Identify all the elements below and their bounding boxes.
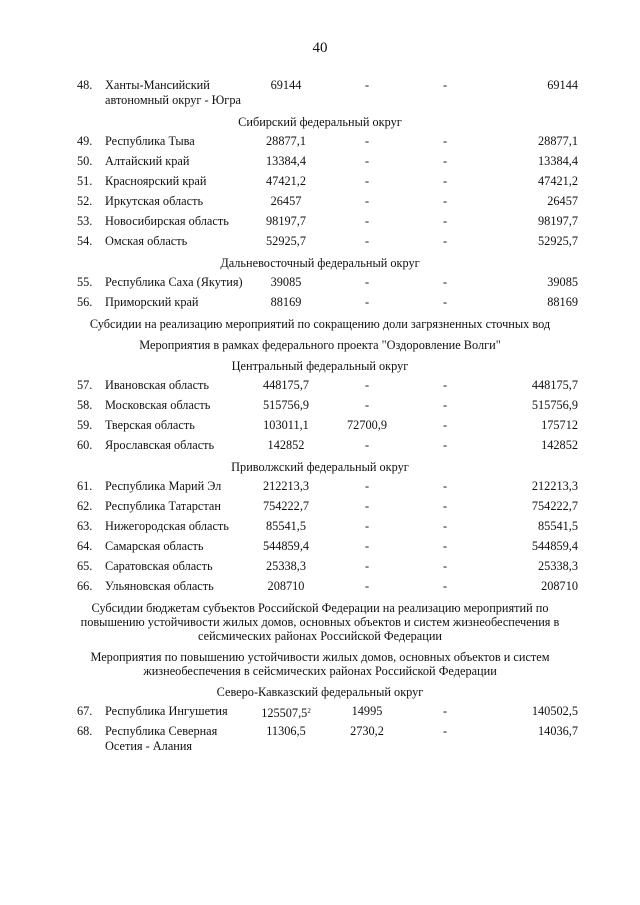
region-name: Приморский край xyxy=(105,295,199,309)
value-cell-3: - xyxy=(442,579,448,593)
row-number: 54. xyxy=(77,234,93,248)
value-cell-3: - xyxy=(442,194,448,208)
region-name: Тверская область xyxy=(105,418,195,432)
table-row xyxy=(0,152,640,172)
value-cell-1: 448175,7 xyxy=(262,378,310,392)
value-cell-2: - xyxy=(364,579,370,593)
value-cell-3: - xyxy=(442,519,448,533)
row-number: 49. xyxy=(77,134,93,148)
value-cell-1: 515756,9 xyxy=(262,398,310,412)
value-cell-2: - xyxy=(364,275,370,289)
region-name: Алтайский край xyxy=(105,154,190,168)
value-cell-total: 47421,2 xyxy=(538,174,578,188)
region-name: Ярославская область xyxy=(105,438,215,452)
value-cell-1: 212213,3 xyxy=(262,479,310,493)
value-cell-2: 72700,9 xyxy=(347,418,387,432)
value-cell-1: 25338,3 xyxy=(266,559,306,573)
table-row xyxy=(0,132,640,152)
value-cell-1: 11306,5 xyxy=(266,724,306,738)
value-cell-total: 515756,9 xyxy=(531,398,578,412)
row-number: 65. xyxy=(77,559,93,573)
row-number: 58. xyxy=(77,398,93,412)
value-cell-1: 544859,4 xyxy=(262,539,310,553)
value-cell-total: 754222,7 xyxy=(531,499,578,513)
row-number: 68. xyxy=(77,724,93,738)
section-heading: Мероприятия по повышению устойчивости жилых домов, основных объектов и систем жизнеобеспечения в сейсмических районах Российской Федерации xyxy=(90,650,550,678)
row-number: 50. xyxy=(77,154,93,168)
value-cell-total: 140502,5 xyxy=(531,704,578,718)
row-number: 53. xyxy=(77,214,93,228)
region-name: Красноярский край xyxy=(105,174,207,188)
value-cell-total: 14036,7 xyxy=(538,724,578,738)
table-row xyxy=(0,722,640,757)
table-row xyxy=(0,192,640,212)
value-cell-2: - xyxy=(364,479,370,493)
value-cell-total: 13384,4 xyxy=(538,154,578,168)
region-name: Республика Ингушетия xyxy=(105,704,228,718)
value-cell-1: 103011,1 xyxy=(263,418,309,432)
page-number: 40 xyxy=(312,40,328,56)
value-cell-total: 39085 xyxy=(547,275,578,289)
value-cell-2: - xyxy=(364,559,370,573)
table-row xyxy=(0,537,640,557)
value-cell-3: - xyxy=(442,174,448,188)
value-cell-2: - xyxy=(364,499,370,513)
value-cell-1: 142852 xyxy=(267,438,305,452)
value-cell-2: - xyxy=(364,234,370,248)
value-cell-2: - xyxy=(364,438,370,452)
value-cell-2: - xyxy=(364,194,370,208)
value-cell-2: - xyxy=(364,154,370,168)
value-cell-3: - xyxy=(442,704,448,718)
value-cell-3: - xyxy=(442,78,448,92)
value-cell-1: 208710 xyxy=(267,579,305,593)
region-name: Новосибирская область xyxy=(105,214,229,228)
region-name: Иркутская область xyxy=(105,194,204,208)
table-row xyxy=(0,396,640,416)
table-row xyxy=(0,477,640,497)
row-number: 67. xyxy=(77,704,93,718)
value-cell-3: - xyxy=(442,438,448,452)
value-cell-1: 52925,7 xyxy=(266,234,306,248)
region-name: Республика Татарстан xyxy=(105,499,221,513)
value-cell-3: - xyxy=(442,398,448,412)
value-cell-2: - xyxy=(364,295,370,309)
value-cell-total: 85541,5 xyxy=(538,519,578,533)
section-heading: Субсидии бюджетам субъектов Российской Федерации на реализацию мероприятий по повышению устойчивости жилых домов, основных объектов и систем жизнеобеспечения в сейсмических районах Российской Федерации xyxy=(80,601,560,643)
row-number: 61. xyxy=(77,479,93,493)
value-cell-1: 13384,4 xyxy=(266,154,306,168)
table-row xyxy=(0,557,640,577)
table-row xyxy=(0,517,640,537)
table-row xyxy=(0,436,640,456)
value-cell-3: - xyxy=(442,378,448,392)
table-row xyxy=(0,293,640,313)
value-cell-1: 69144 xyxy=(270,78,302,92)
value-cell-1: 88169 xyxy=(270,295,302,309)
region-name: Республика Северная Осетия - Алания xyxy=(105,724,218,753)
value-cell-total: 208710 xyxy=(541,579,578,593)
value-cell-3: - xyxy=(442,418,448,432)
value-cell-2: 2730,2 xyxy=(350,724,384,738)
footnote-mark: 2 xyxy=(307,707,311,715)
region-name: Московская область xyxy=(105,398,211,412)
value-cell-1: 28877,1 xyxy=(266,134,306,148)
value-cell-total: 98197,7 xyxy=(538,214,578,228)
subsidy-table xyxy=(0,76,640,757)
region-name: Ханты-Мансийский автономный округ - Югра xyxy=(105,78,241,107)
region-name: Ульяновская область xyxy=(105,579,214,593)
region-name: Ивановская область xyxy=(105,378,210,392)
table-row xyxy=(0,702,640,722)
value-cell-1: 98197,7 xyxy=(266,214,306,228)
value-cell-3: - xyxy=(442,275,448,289)
value-cell-2: 14995 xyxy=(351,704,383,718)
value-cell-total: 544859,4 xyxy=(531,539,578,553)
table-row xyxy=(0,212,640,232)
value-cell-total: 69144 xyxy=(547,78,578,92)
region-name: Саратовская область xyxy=(105,559,213,573)
region-name: Самарская область xyxy=(105,539,204,553)
value-cell-2: - xyxy=(364,78,370,92)
section-heading: Субсидии на реализацию мероприятий по сокращению доли загрязненных сточных вод xyxy=(89,317,551,331)
section-heading: Северо-Кавказский федеральный округ xyxy=(216,685,424,699)
value-cell-2: - xyxy=(364,378,370,392)
value-cell-3: - xyxy=(442,134,448,148)
value-cell-2: - xyxy=(364,398,370,412)
section-heading: Дальневосточный федеральный округ xyxy=(220,256,420,270)
value-cell-total: 142852 xyxy=(541,438,578,452)
value-cell-1: 26457 xyxy=(270,194,302,208)
value-cell-total: 28877,1 xyxy=(538,134,578,148)
row-number: 57. xyxy=(77,378,93,392)
table-row xyxy=(0,76,640,111)
value-cell-total: 175712 xyxy=(541,418,578,432)
value-cell-total: 25338,3 xyxy=(538,559,578,573)
table-row xyxy=(0,376,640,396)
value-cell-3: - xyxy=(442,539,448,553)
row-number: 63. xyxy=(77,519,93,533)
value-cell-total: 26457 xyxy=(547,194,578,208)
table-row xyxy=(0,273,640,293)
value-cell-1: 39085 xyxy=(270,275,302,289)
region-name: Республика Саха (Якутия) xyxy=(105,275,243,289)
section-heading: Мероприятия в рамках федерального проекта "Оздоровление Волги" xyxy=(139,338,501,352)
region-name: Нижегородская область xyxy=(105,519,229,533)
value-cell-2: - xyxy=(364,519,370,533)
value-cell-3: - xyxy=(442,214,448,228)
value-cell-total: 88169 xyxy=(547,295,578,309)
value-cell-3: - xyxy=(442,234,448,248)
row-number: 66. xyxy=(77,579,93,593)
table-row xyxy=(0,172,640,192)
table-row xyxy=(0,416,640,436)
row-number: 55. xyxy=(77,275,93,289)
row-number: 52. xyxy=(77,194,93,208)
value-cell-3: - xyxy=(442,559,448,573)
value-cell-2: - xyxy=(364,174,370,188)
table-row xyxy=(0,232,640,252)
value-cell-1: 85541,5 xyxy=(266,519,306,533)
row-number: 48. xyxy=(77,78,93,92)
row-number: 59. xyxy=(77,418,93,432)
value-cell-3: - xyxy=(442,479,448,493)
value-cell-total: 448175,7 xyxy=(531,378,578,392)
section-heading: Приволжский федеральный округ xyxy=(231,460,409,474)
value-cell-1: 125507,5$^2$ xyxy=(261,706,311,720)
section-heading: Сибирский федеральный округ xyxy=(238,115,402,129)
region-name: Республика Тыва xyxy=(105,134,195,148)
value-cell-1: 754222,7 xyxy=(262,499,310,513)
row-number: 51. xyxy=(77,174,93,188)
table-row xyxy=(0,577,640,597)
value-cell-2: - xyxy=(364,539,370,553)
row-number: 64. xyxy=(77,539,93,553)
value-cell-2: - xyxy=(364,214,370,228)
row-number: 62. xyxy=(77,499,93,513)
value-cell-2: - xyxy=(364,134,370,148)
value-cell-3: - xyxy=(442,154,448,168)
value-cell-3: - xyxy=(442,295,448,309)
value-cell-total: 212213,3 xyxy=(531,479,578,493)
value-cell-1: 47421,2 xyxy=(266,174,306,188)
section-heading: Центральный федеральный округ xyxy=(231,359,409,373)
row-number: 56. xyxy=(77,295,93,309)
row-number: 60. xyxy=(77,438,93,452)
value-cell-3: - xyxy=(442,724,448,738)
value-cell-3: - xyxy=(442,499,448,513)
value-cell-total: 52925,7 xyxy=(538,234,578,248)
region-name: Омская область xyxy=(105,234,188,248)
table-row xyxy=(0,497,640,517)
region-name: Республика Марий Эл xyxy=(105,479,222,493)
